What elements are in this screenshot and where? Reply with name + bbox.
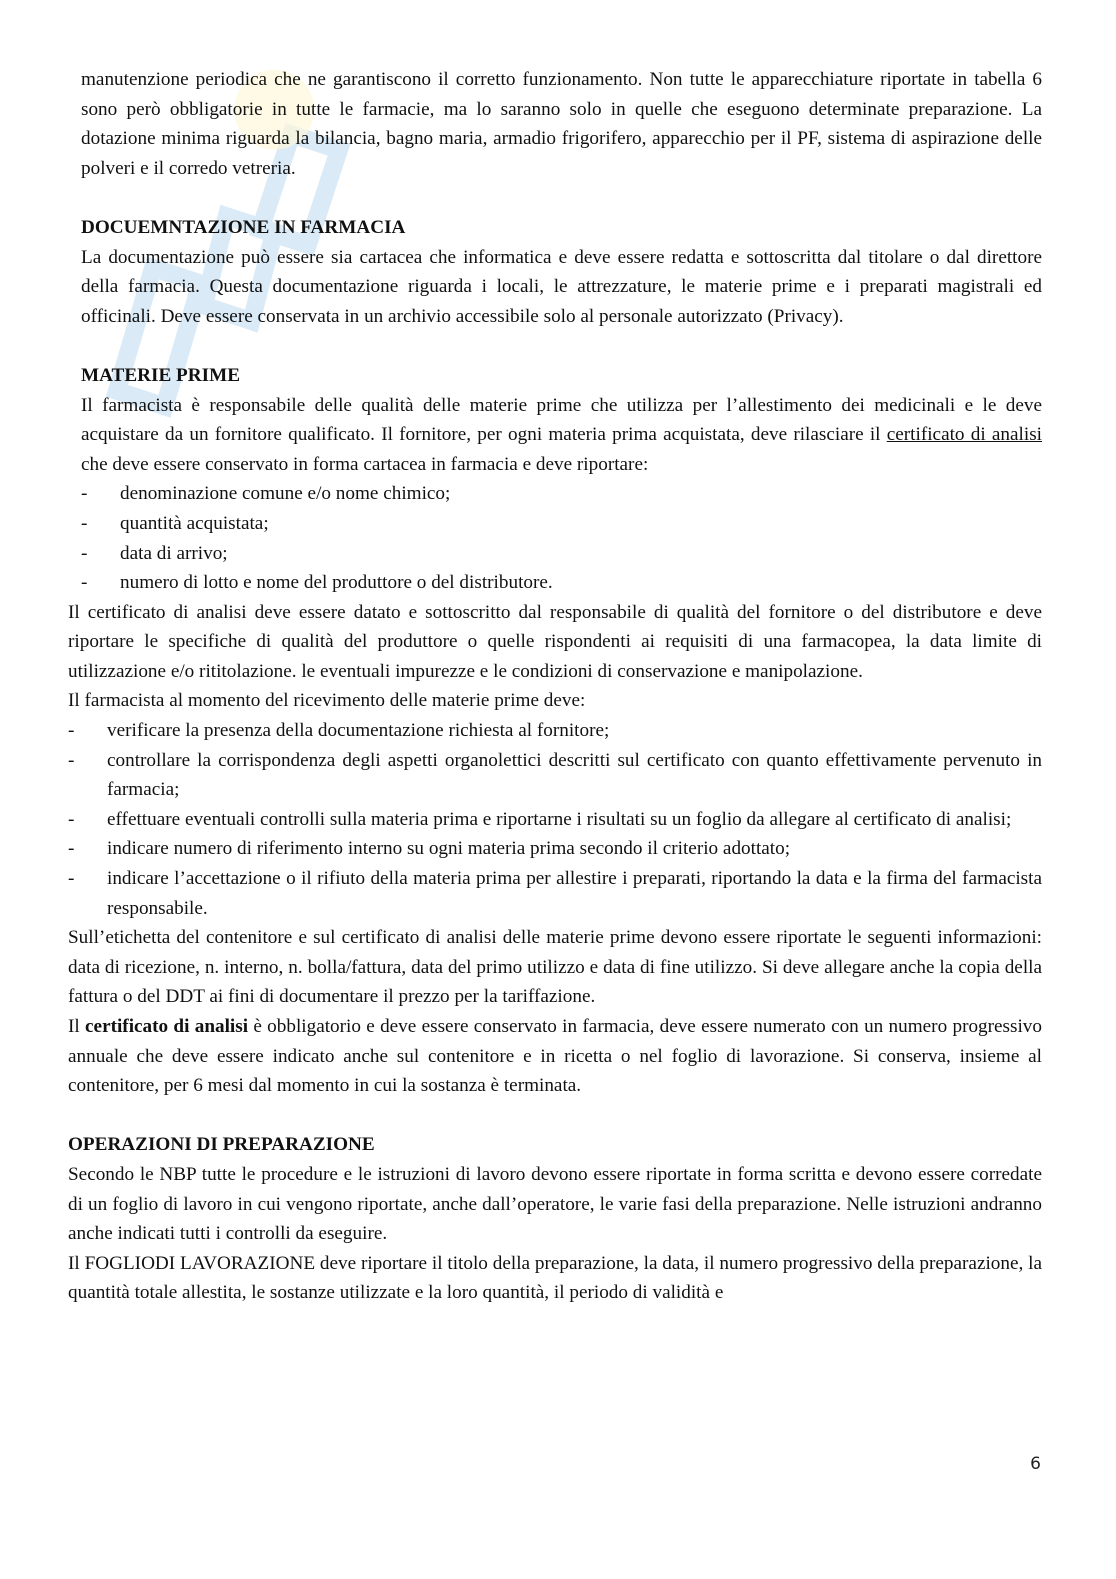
operazioni-paragraph-2: Il FOGLIODI LAVORAZIONE deve riportare il titolo della preparazione, la data, il numero progressivo della preparazione, la quantità totale allestita, le sostanze utilizzate e la loro quantità, il periodo di validità e [68,1252,1042,1304]
section-heading-operazioni: OPERAZIONI DI PREPARAZIONE [68,1134,375,1156]
list-item: - numero di lotto e nome del produttore o del distributore. [81,568,1042,598]
materie-paragraph-2: Il certificato di analisi deve essere datato e sottoscritto dal responsabile di qualità del fornitore o del distributore e deve riportare le specifiche di qualità del produttore o quelle rispondenti ai requisiti di una farmacopea, la data limite di utilizzazione e/o rititolazione. le eventuali impurezze e le condizioni di conservazione e manipolazione. [68,601,1042,682]
materie-list-1 [68,479,1042,597]
operazioni-paragraph-1: Secondo le NBP tutte le procedure e le istruzioni di lavoro devono essere riportate in forma scritta e devono essere corredate di un foglio di lavoro in cui vengono riportate, anche dall’operatore, le varie fasi della preparazione. Nelle istruzioni andranno anche indicati tutti i controlli da eseguire. [68,1163,1042,1245]
list-item: - verificare la presenza della documentazione richiesta al fornitore; [68,716,1042,746]
documentazione-paragraph: La documentazione può essere sia cartacea che informatica e deve essere redatta e sottoscritta dal titolare o dal direttore della farmacia. Questa documentazione riguarda i locali, le attrezzature, le materie prime e i preparati magistrali ed officinali. Deve essere conservata in un archivio accessibile solo al personale autorizzato (Privacy). [81,246,1042,327]
materie-paragraph-1 [68,391,1042,480]
materie-paragraph-3: Il farmacista al momento del ricevimento delle materie prime deve: [68,690,586,712]
materie-list-2 [68,716,1042,923]
intro-paragraph: manutenzione periodica che ne garantiscono il corretto funzionamento. Non tutte le apparecchiature riportate in tabella 6 sono però obbligatorie in tutte le farmacie, ma lo saranno solo in quelle che eseguono determinate preparazione. La dotazione minima riguarda la bilancia, bagno maria, armadio frigorifero, apparecchio per il PF, sistema di aspirazione delle polveri e il corredo vetreria. [81,69,1042,179]
list-item: - denominazione comune e/o nome chimico; [81,479,1042,509]
page-number: 6 [1030,1454,1041,1474]
list-item: - controllare la corrispondenza degli aspetti organolettici descritti sul certificato con quanto effettivamente pervenuto in farmacia; [68,746,1042,805]
certificato-bold: certificato di analisi [85,1016,249,1037]
text-run: Il [68,1016,86,1037]
text-run: che deve essere conservato in forma cartacea in farmacia e deve riportare: [81,453,649,475]
list-item: - data di arrivo; [81,539,1042,569]
certificato-underlined: certificato di analisi [886,424,1042,446]
section-heading-materie-prime: MATERIE PRIME [81,364,241,386]
materie-paragraph-5 [68,1012,1042,1101]
list-item: - effettuare eventuali controlli sulla materia prima e riportarne i risultati su un foglio da allegare al certificato di analisi; [68,805,1042,835]
list-item: - indicare l’accettazione o il rifiuto della materia prima per allestire i preparati, riportando la data e la firma del farmacista responsabile. [68,864,1042,923]
materie-paragraph-4: Sull’etichetta del contenitore e sul certificato di analisi delle materie prime devono essere riportate le seguenti informazioni: data di ricezione, n. interno, n. bolla/fattura, data del primo utilizzo e data di fine utilizzo. Si deve allegare anche la copia della fattura o del DDT ai fini di documentare il prezzo per la tariffazione. [68,927,1042,1008]
document-body [68,65,1042,1308]
section-heading-documentazione: DOCUEMNTAZIONE IN FARMACIA [81,216,406,238]
list-item: - quantità acquistata; [81,509,1042,539]
text-run: Il farmacista è responsabile delle qualità delle materie prime che utilizza per l’allestimento dei medicinali e le deve acquistare da un fornitore qualificato. Il fornitore, per ogni materia prima acquistata, deve rilasciare il [81,394,1042,446]
text-run: è obbligatorio e deve essere conservato in farmacia, deve essere numerato con un numero progressivo annuale che deve essere indicato anche sul contenitore e in ricetta o nel foglio di lavorazione. Si conserva, insieme al contenitore, per 6 mesi dal momento in cui la sostanza è terminata. [68,1016,1042,1097]
list-item: - indicare numero di riferimento interno su ogni materia prima secondo il criterio adottato; [68,834,1042,864]
